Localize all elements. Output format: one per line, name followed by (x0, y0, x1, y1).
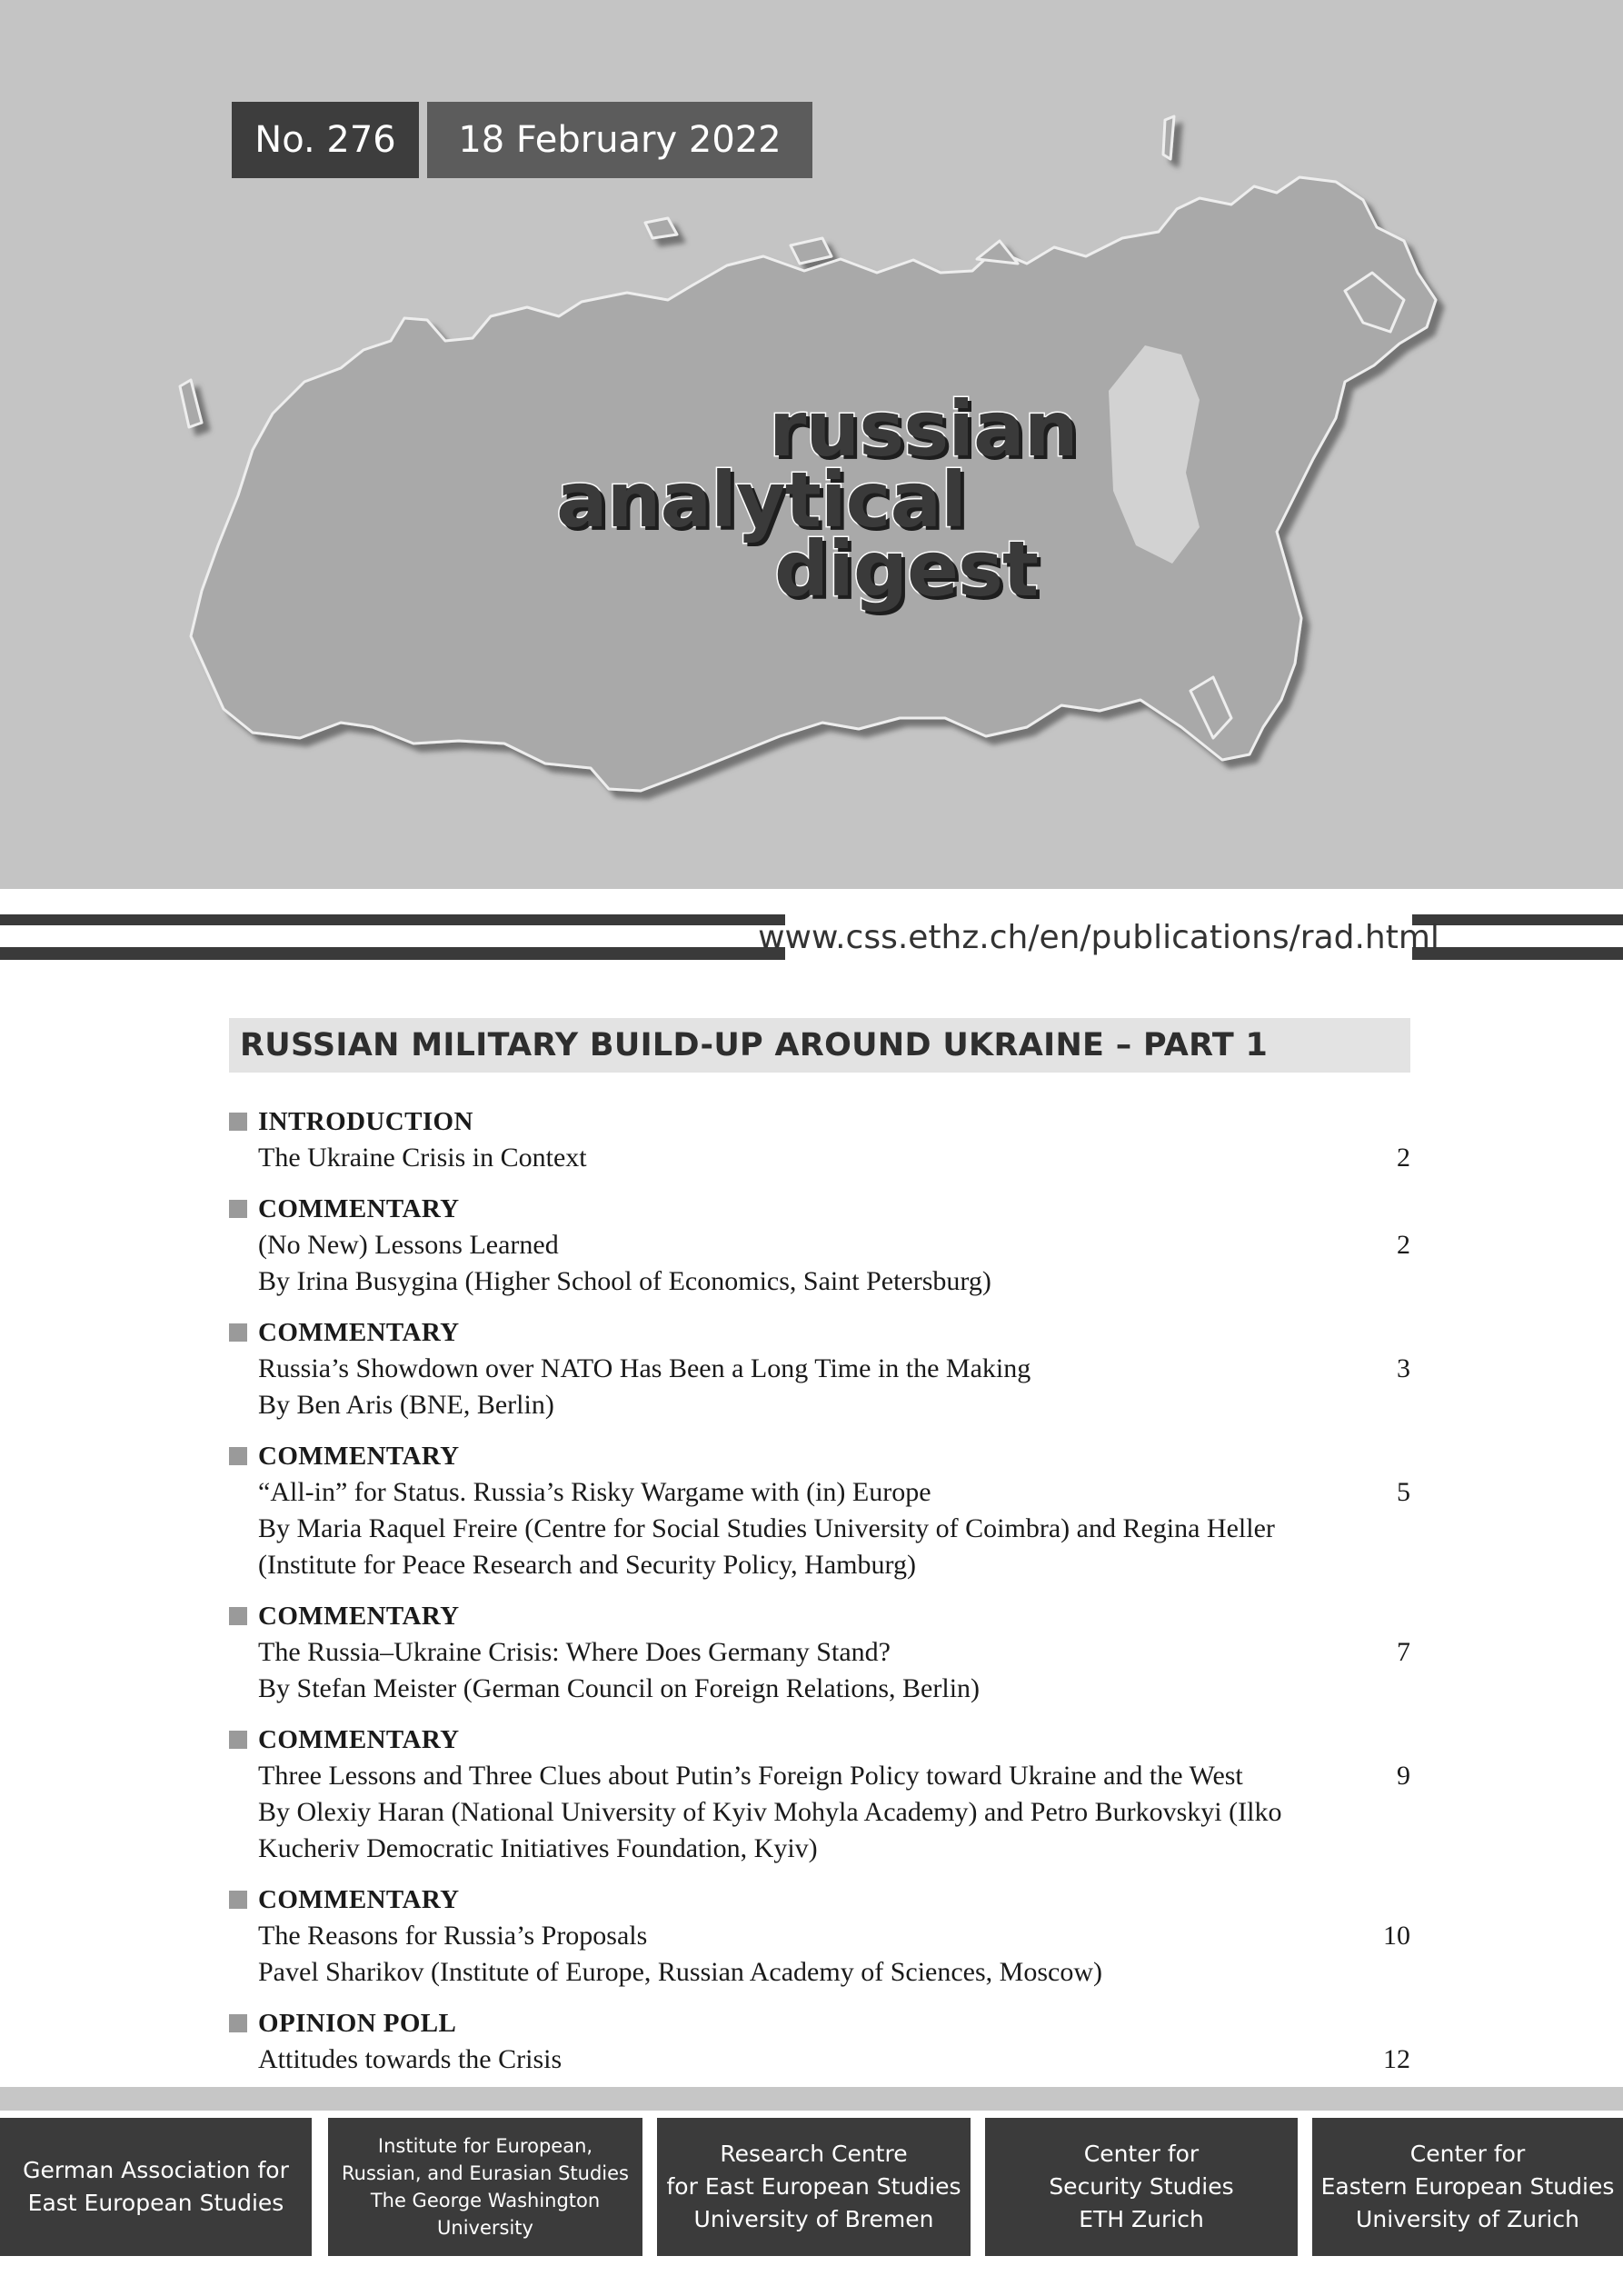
toc-category-line (229, 1438, 1410, 1474)
toc-article-title-line (229, 1918, 1410, 1954)
toc-author-text: Kucheriv Democratic Initiatives Foundation, Kyiv) (258, 1833, 818, 1863)
toc-entry[interactable] (229, 1438, 1410, 1583)
toc-entry[interactable] (229, 1314, 1410, 1423)
toc-page-number: 3 (1397, 1353, 1410, 1383)
toc-entry[interactable] (229, 1598, 1410, 1707)
table-of-contents (229, 1103, 1410, 2092)
square-bullet-icon (229, 1891, 247, 1909)
toc-page-number: 10 (1383, 1921, 1410, 1951)
square-bullet-icon (229, 2014, 247, 2032)
toc-category: COMMENTARY (258, 1725, 460, 1754)
toc-entry[interactable] (229, 1722, 1410, 1867)
toc-author-text: By Ben Aris (BNE, Berlin) (258, 1390, 554, 1420)
square-bullet-icon (229, 1447, 247, 1465)
toc-entry[interactable] (229, 2005, 1410, 2078)
toc-category-line (229, 1598, 1410, 1634)
toc-article-title[interactable]: Attitudes towards the Crisis (258, 2044, 563, 2074)
toc-entry[interactable] (229, 1882, 1410, 1991)
toc-category-line (229, 1882, 1410, 1918)
logo-word-digest: digest (774, 524, 1039, 614)
toc-article-title-line (229, 2041, 1410, 2078)
issue-date: 18 February 2022 (427, 102, 812, 178)
square-bullet-icon (229, 1113, 247, 1131)
toc-page-number: 7 (1397, 1637, 1410, 1667)
cover-header (0, 0, 1623, 889)
partner-bremen: Research Centre for East European Studies University of Bremen (657, 2118, 971, 2256)
toc-category: COMMENTARY (258, 1602, 460, 1631)
toc-entry[interactable] (229, 1191, 1410, 1300)
square-bullet-icon (229, 1200, 247, 1218)
toc-author-line (229, 1831, 1410, 1867)
toc-author-text: By Stefan Meister (German Council on Foreign Relations, Berlin) (258, 1673, 981, 1703)
partner-institutions (0, 2118, 1623, 2256)
square-bullet-icon (229, 1323, 247, 1342)
toc-category-line (229, 1314, 1410, 1351)
toc-article-title-line (229, 1227, 1410, 1263)
toc-category-line (229, 1722, 1410, 1758)
toc-article-title[interactable]: Three Lessons and Three Clues about Putin’s Foreign Policy toward Ukraine and the West (258, 1761, 1243, 1791)
toc-category: COMMENTARY (258, 1442, 460, 1471)
toc-article-title[interactable]: Russia’s Showdown over NATO Has Been a Long Time in the Making (258, 1353, 1031, 1383)
toc-article-title-line (229, 1140, 1410, 1176)
toc-author-line (229, 1671, 1410, 1707)
partner-german-association: German Association for East European Studies (0, 2118, 312, 2256)
toc-entry[interactable] (229, 1103, 1410, 1176)
toc-page-number: 5 (1397, 1477, 1410, 1507)
toc-category: COMMENTARY (258, 1885, 460, 1914)
toc-page-number: 9 (1397, 1761, 1410, 1791)
toc-article-title[interactable]: “All-in” for Status. Russia’s Risky Wargame with (in) Europe (258, 1477, 931, 1507)
toc-author-text: (Institute for Peace Research and Security Policy, Hamburg) (258, 1550, 916, 1580)
toc-page-number: 12 (1383, 2044, 1410, 2074)
square-bullet-icon (229, 1731, 247, 1749)
toc-article-title-line (229, 1634, 1410, 1671)
toc-category-line (229, 1191, 1410, 1227)
issue-number: No. 276 (232, 102, 419, 178)
toc-author-line (229, 1387, 1410, 1423)
toc-article-title-line (229, 1474, 1410, 1511)
toc-author-line (229, 1547, 1410, 1583)
partner-gwu-ieres: Institute for European, Russian, and Eurasian Studies The George Washington University (328, 2118, 642, 2256)
toc-author-text: Pavel Sharikov (Institute of Europe, Russian Academy of Sciences, Moscow) (258, 1957, 1102, 1987)
toc-article-title[interactable]: The Ukraine Crisis in Context (258, 1143, 587, 1173)
toc-article-title[interactable]: The Reasons for Russia’s Proposals (258, 1921, 648, 1951)
toc-category: COMMENTARY (258, 1194, 460, 1223)
toc-author-text: By Irina Busygina (Higher School of Economics, Saint Petersburg) (258, 1266, 991, 1296)
toc-category-line (229, 2005, 1410, 2041)
toc-author-text: By Maria Raquel Freire (Centre for Social Studies University of Coimbra) and Regina Heller (258, 1513, 1275, 1543)
toc-author-line (229, 1263, 1410, 1300)
toc-article-title-line (229, 1351, 1410, 1387)
partner-eth-zurich: Center for Security Studies ETH Zurich (985, 2118, 1298, 2256)
toc-author-line (229, 1954, 1410, 1991)
issue-title: RUSSIAN MILITARY BUILD-UP AROUND UKRAINE – PART 1 (229, 1018, 1410, 1073)
toc-category: OPINION POLL (258, 2009, 457, 2038)
toc-author-line (229, 1794, 1410, 1831)
toc-article-title[interactable]: The Russia–Ukraine Crisis: Where Does Germany Stand? (258, 1637, 891, 1667)
toc-article-title[interactable]: (No New) Lessons Learned (258, 1230, 559, 1260)
toc-article-title-line (229, 1758, 1410, 1794)
toc-page-number: 2 (1397, 1143, 1410, 1173)
toc-page-number: 2 (1397, 1230, 1410, 1260)
toc-author-text: By Olexiy Haran (National University of Kyiv Mohyla Academy) and Petro Burkovskyi (Ilko (258, 1797, 1282, 1827)
partner-uzh: Center for Eastern European Studies University of Zurich (1312, 2118, 1623, 2256)
publication-url-link[interactable]: www.css.ethz.ch/en/publications/rad.html (785, 909, 1412, 965)
footer-rule (0, 2087, 1623, 2111)
logo-word-russian: russian (769, 384, 1078, 474)
square-bullet-icon (229, 1607, 247, 1625)
toc-category: INTRODUCTION (258, 1107, 473, 1136)
toc-category: COMMENTARY (258, 1318, 460, 1347)
toc-author-line (229, 1511, 1410, 1547)
logo-word-analytical: analytical (556, 455, 966, 544)
toc-category-line (229, 1103, 1410, 1140)
